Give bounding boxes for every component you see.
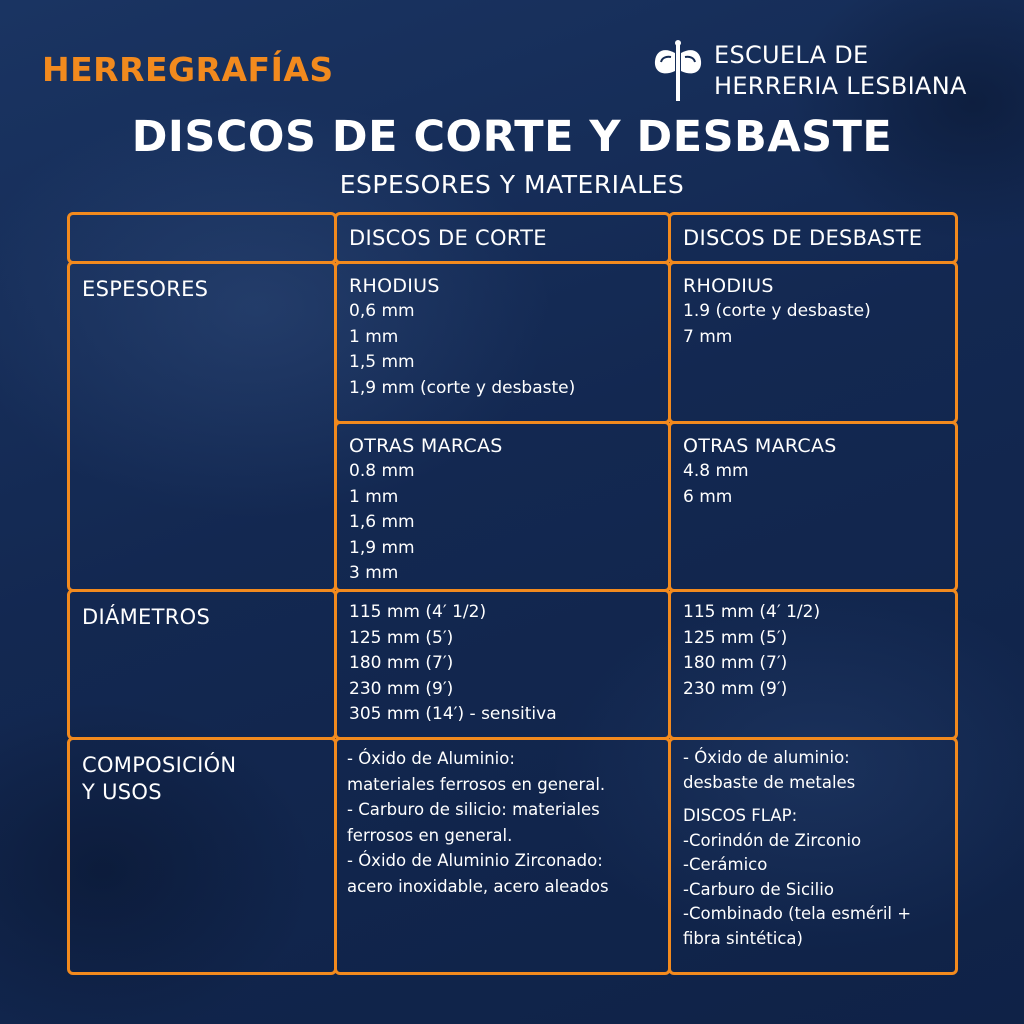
list-item: 1,9 mm [349, 537, 415, 558]
list-item: - Carburo de silicio: materiales [347, 800, 600, 819]
page-title: DISCOS DE CORTE Y DESBASTE [131, 112, 893, 162]
column-header-desbaste [668, 212, 958, 264]
row-label-espesores-text: ESPESORES [82, 277, 209, 301]
list-item: ferrosos en general. [347, 825, 513, 845]
list-item: 305 mm (14′) - sensitiva [349, 704, 557, 724]
list-item: acero inoxidable, acero aleados [347, 876, 609, 896]
list-item: 115 mm (4′ 1/2) [349, 602, 487, 622]
row-label-composicion [67, 737, 337, 975]
list-item: 230 mm (9′) [683, 678, 788, 699]
list-item: 1 mm [349, 486, 399, 507]
espesores-corte-otras [334, 421, 671, 592]
list-item: - Óxido de Aluminio Zirconado: [347, 851, 603, 870]
list-item: desbaste de metales [683, 772, 856, 792]
list-item: -Cerámico [683, 855, 768, 874]
brand-heading: RHODIUS [349, 275, 440, 297]
row-label-composicion-line1: COMPOSICIÓN [82, 753, 237, 777]
list-item: 0.8 mm [349, 461, 415, 481]
list-item: 1.9 (corte y desbaste) [683, 301, 871, 321]
list-item: materiales ferrosos en general. [347, 774, 606, 794]
list-item: 4.8 mm [683, 461, 749, 481]
list-item: 115 mm (4′ 1/2) [683, 602, 821, 622]
list-item: 230 mm (9′) [349, 678, 454, 699]
list-item: 180 mm (7′) [349, 653, 454, 673]
composicion-corte [334, 737, 671, 975]
double-axe-icon [654, 39, 702, 103]
flap-heading: DISCOS FLAP: [683, 806, 798, 825]
list-item: 1 mm [349, 326, 399, 347]
composicion-desbaste [668, 737, 958, 975]
list-item: -Combinado (tela esméril + [683, 904, 912, 923]
row-label-composicion-line2: Y USOS [82, 780, 162, 804]
espesores-corte-rhodius [334, 261, 671, 424]
list-item: 1,6 mm [349, 512, 415, 532]
brand-name [714, 40, 967, 102]
column-header-desbaste-label: DISCOS DE DESBASTE [683, 226, 923, 250]
list-item: -Carburo de Sicilio [683, 879, 834, 899]
list-item: 1,9 mm (corte y desbaste) [349, 377, 576, 398]
page-subtitle: ESPESORES Y MATERIALES [339, 170, 685, 199]
list-item: 1,5 mm [349, 352, 415, 372]
list-item: 3 mm [349, 563, 399, 583]
column-header-corte-label: DISCOS DE CORTE [349, 226, 547, 250]
list-item: 180 mm (7′) [683, 653, 788, 673]
list-item: 6 mm [683, 486, 733, 507]
series-title: HERREGRAFÍAS [42, 50, 334, 89]
row-label-diametros-text: DIÁMETROS [82, 605, 211, 629]
list-item: 0,6 mm [349, 301, 415, 321]
row-label-espesores [67, 261, 337, 592]
list-item: - Óxido de aluminio: [683, 748, 850, 767]
espesores-desbaste-rhodius [668, 261, 958, 424]
table-corner-cell [67, 212, 337, 264]
list-item: 125 mm (5′) [683, 627, 788, 648]
diametros-desbaste [668, 589, 958, 740]
list-item: 125 mm (5′) [349, 627, 454, 648]
row-label-diametros [67, 589, 337, 740]
list-item: - Óxido de Aluminio: [347, 749, 515, 768]
brand-logo [654, 36, 967, 106]
brand-heading: OTRAS MARCAS [349, 435, 503, 457]
list-item: 7 mm [683, 326, 733, 347]
list-item: -Corindón de Zirconio [683, 830, 862, 850]
brand-line-2: HERRERIA LESBIANA [714, 72, 967, 100]
diametros-corte [334, 589, 671, 740]
list-item: fibra sintética) [683, 928, 803, 948]
espesores-desbaste-otras [668, 421, 958, 592]
column-header-corte [334, 212, 671, 264]
brand-heading: RHODIUS [683, 275, 774, 297]
brand-heading: OTRAS MARCAS [683, 435, 837, 457]
brand-line-1: ESCUELA DE [714, 41, 869, 69]
